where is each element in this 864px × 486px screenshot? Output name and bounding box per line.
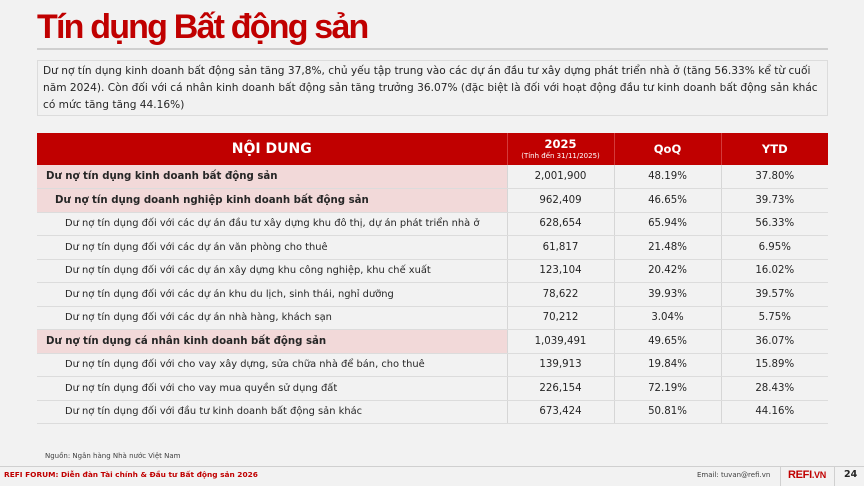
header-content: NỘI DUNG [37, 133, 507, 165]
row-ytd: 16.02% [721, 259, 828, 283]
row-value-2025: 962,409 [507, 189, 614, 213]
row-label: Dư nợ tín dụng đối với các dự án nhà hàng, khách sạn [37, 306, 507, 330]
page-title: Tín dụng Bất động sản [37, 8, 368, 46]
footer-divider [0, 466, 864, 467]
row-value-2025: 139,913 [507, 353, 614, 377]
table-row [37, 330, 828, 354]
row-label: Dư nợ tín dụng cá nhân kinh doanh bất động sản [37, 330, 507, 354]
row-value-2025: 673,424 [507, 400, 614, 424]
row-ytd: 56.33% [721, 212, 828, 236]
row-value-2025: 226,154 [507, 377, 614, 401]
table-row [37, 283, 828, 307]
row-qoq: 72.19% [614, 377, 721, 401]
row-qoq: 50.81% [614, 400, 721, 424]
row-label: Dư nợ tín dụng đối với các dự án khu du lịch, sinh thái, nghỉ dưỡng [37, 283, 507, 307]
row-label: Dư nợ tín dụng đối với các dự án đầu tư xây dựng khu đô thị, dự án phát triển nhà ở [37, 212, 507, 236]
page-number: 24 [844, 469, 858, 480]
row-qoq: 39.93% [614, 283, 721, 307]
title-divider [37, 48, 828, 50]
footer-email: Email: tuvan@refi.vn [697, 471, 771, 479]
row-qoq: 48.19% [614, 165, 721, 189]
table-row [37, 189, 828, 213]
table-row [37, 353, 828, 377]
table-row [37, 306, 828, 330]
row-qoq: 20.42% [614, 259, 721, 283]
logo-main: REFI [788, 469, 812, 481]
row-ytd: 37.80% [721, 165, 828, 189]
row-value-2025: 2,001,900 [507, 165, 614, 189]
table-row [37, 400, 828, 424]
header-year-note: (Tính đến 31/11/2025) [521, 151, 600, 160]
row-qoq: 46.65% [614, 189, 721, 213]
row-ytd: 28.43% [721, 377, 828, 401]
row-ytd: 44.16% [721, 400, 828, 424]
row-value-2025: 70,212 [507, 306, 614, 330]
row-value-2025: 61,817 [507, 236, 614, 260]
row-label: Dư nợ tín dụng đối với đầu tư kinh doanh bất động sản khác [37, 400, 507, 424]
row-label: Dư nợ tín dụng đối với các dự án văn phòng cho thuê [37, 236, 507, 260]
row-qoq: 21.48% [614, 236, 721, 260]
row-ytd: 5.75% [721, 306, 828, 330]
footer-event-title: REFI FORUM: Diễn đàn Tài chính & Đầu tư Bất động sản 2026 [4, 470, 258, 479]
table-row [37, 259, 828, 283]
row-label: Dư nợ tín dụng đối với cho vay xây dựng, sửa chữa nhà để bán, cho thuê [37, 353, 507, 377]
table-row [37, 236, 828, 260]
row-value-2025: 78,622 [507, 283, 614, 307]
footer-separator [780, 467, 781, 486]
table-row [37, 212, 828, 236]
source-note: Nguồn: Ngân hàng Nhà nước Việt Nam [45, 452, 181, 460]
footer-separator [834, 467, 835, 486]
row-ytd: 39.57% [721, 283, 828, 307]
row-ytd: 6.95% [721, 236, 828, 260]
table-row [37, 377, 828, 401]
logo-suffix: .VN [811, 470, 826, 480]
row-label: Dư nợ tín dụng kinh doanh bất động sản [37, 165, 507, 189]
row-value-2025: 1,039,491 [507, 330, 614, 354]
row-value-2025: 628,654 [507, 212, 614, 236]
row-qoq: 19.84% [614, 353, 721, 377]
row-value-2025: 123,104 [507, 259, 614, 283]
table-header-row [37, 133, 828, 165]
credit-table [37, 133, 828, 424]
header-year-label: 2025 [544, 136, 577, 151]
row-qoq: 3.04% [614, 306, 721, 330]
row-ytd: 39.73% [721, 189, 828, 213]
row-ytd: 15.89% [721, 353, 828, 377]
header-ytd: YTD [721, 133, 828, 165]
summary-box: Dư nợ tín dụng kinh doanh bất động sản tăng 37,8%, chủ yếu tập trung vào các dự án đầu tư xây dựng phát triển nhà ở (tăng 56.33% kể từ cuối năm 2024). Còn đối với cá nhân kinh doanh bất động sản tăng trưởng 36.07% (đặc biệt là đối với hoạt động đầu tư kinh doanh bất động sản khác có mức tăng tăng 44.16%) [37, 60, 828, 116]
row-label: Dư nợ tín dụng doanh nghiệp kinh doanh bất động sản [37, 189, 507, 213]
header-year [507, 133, 614, 165]
row-label: Dư nợ tín dụng đối với các dự án xây dựng khu công nghiệp, khu chế xuất [37, 259, 507, 283]
row-qoq: 49.65% [614, 330, 721, 354]
row-label: Dư nợ tín dụng đối với cho vay mua quyền sử dụng đất [37, 377, 507, 401]
table-row [37, 165, 828, 189]
refi-logo [788, 469, 826, 481]
row-ytd: 36.07% [721, 330, 828, 354]
header-qoq: QoQ [614, 133, 721, 165]
row-qoq: 65.94% [614, 212, 721, 236]
